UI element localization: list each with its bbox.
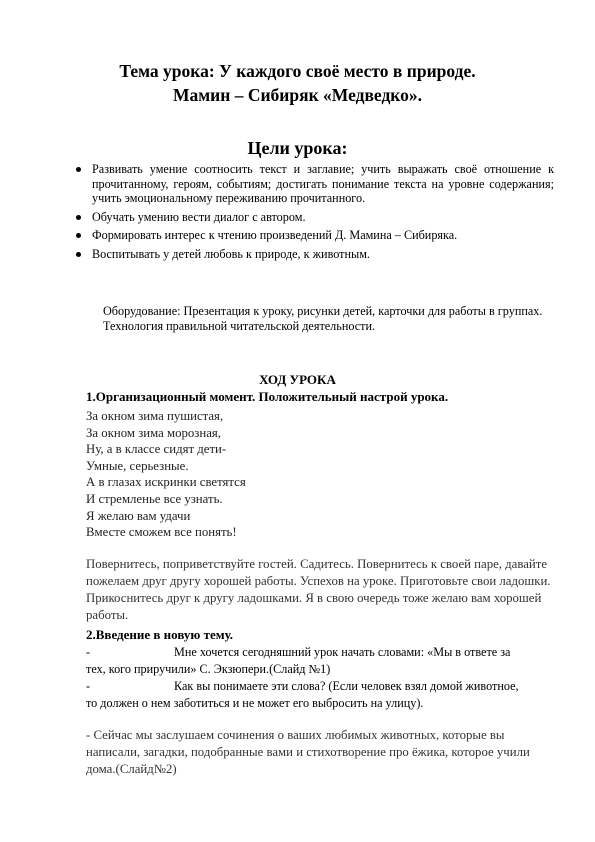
goal-item: Формировать интерес к чтению произведений Д. Мамина – Сибиряка. xyxy=(92,228,554,243)
goal-item: Развивать умение соотносить текст и заглавие; учить выражать своё отношение к прочитанному, героям, событиям; достигать понимание текста на уровне содержания; учить эмоциональному переживанию прочитанного. xyxy=(92,162,554,206)
poem-line: А в глазах искринки светятся xyxy=(86,475,246,490)
greeting-paragraph: Повернитесь, поприветствуйте гостей. Садитесь. Повернитесь к своей паре, давайте пожелаем друг другу хорошей работы. Успехов на уроке. Приготовьте свои ладошки. Прикоснитесь друг к другу ладошками. Я в свою очередь тоже желаю вам хорошей работы. xyxy=(86,557,551,622)
poem-line: Вместе сможем все понять! xyxy=(86,525,237,540)
lesson-title-line2: Мамин – Сибиряк «Медведко». xyxy=(172,85,423,105)
goal-item: Обучать умению вести диалог с автором. xyxy=(92,210,554,225)
equipment-text: Оборудование: Презентация к уроку, рисунки детей, карточки для работы в группах. xyxy=(103,304,543,318)
poem-line: За окном зима морозная, xyxy=(86,425,221,440)
poem-line: Я желаю вам удачи xyxy=(86,508,191,523)
essays-paragraph: - Сейчас мы заслушаем сочинения о ваших любимых животных, которые вы написали, загадки, подобранные вами и стихотворение про ёжика, которое учили дома.(Слайд№2) xyxy=(86,728,530,776)
dash-marker: - xyxy=(86,679,91,693)
goal-item: Воспитывать у детей любовь к природе, к животным. xyxy=(92,247,554,262)
poem-line: За окном зима пушистая, xyxy=(86,409,224,423)
dash-item-1-line1: Мне хочется сегодняшний урок начать словами: «Мы в ответе за xyxy=(174,645,511,659)
dash-item-1-cont: тех, кого приручили» С. Экзюпери.(Слайд №1) xyxy=(86,662,331,676)
poem-line: Ну, а в классе сидят дети- xyxy=(86,442,227,457)
section2-heading: 2.Введение в новую тему. xyxy=(86,627,234,642)
dash-item-2-line1: Как вы понимаете эти слова? (Если человек взял домой животное, xyxy=(174,679,519,693)
poem-line: Умные, серьезные. xyxy=(86,458,189,473)
course-heading: ХОД УРОКА xyxy=(259,372,336,387)
lesson-title-line1: Тема урока: У каждого своё место в природе. xyxy=(119,61,476,81)
equipment-block xyxy=(103,304,555,333)
dash-item-2-cont: то должен о нем заботиться и не может его выбросить на улицу). xyxy=(86,696,424,710)
technology-text: Технология правильной читательской деятельности. xyxy=(103,318,376,333)
dash-marker: - xyxy=(86,645,91,659)
goals-list xyxy=(92,162,554,266)
poem-line: И стремленье все узнать. xyxy=(86,491,223,506)
greeting-poem xyxy=(86,408,246,541)
goals-heading: Цели урока: xyxy=(247,138,348,158)
section1-heading: 1.Организационный момент. Положительный настрой урока. xyxy=(86,389,449,404)
